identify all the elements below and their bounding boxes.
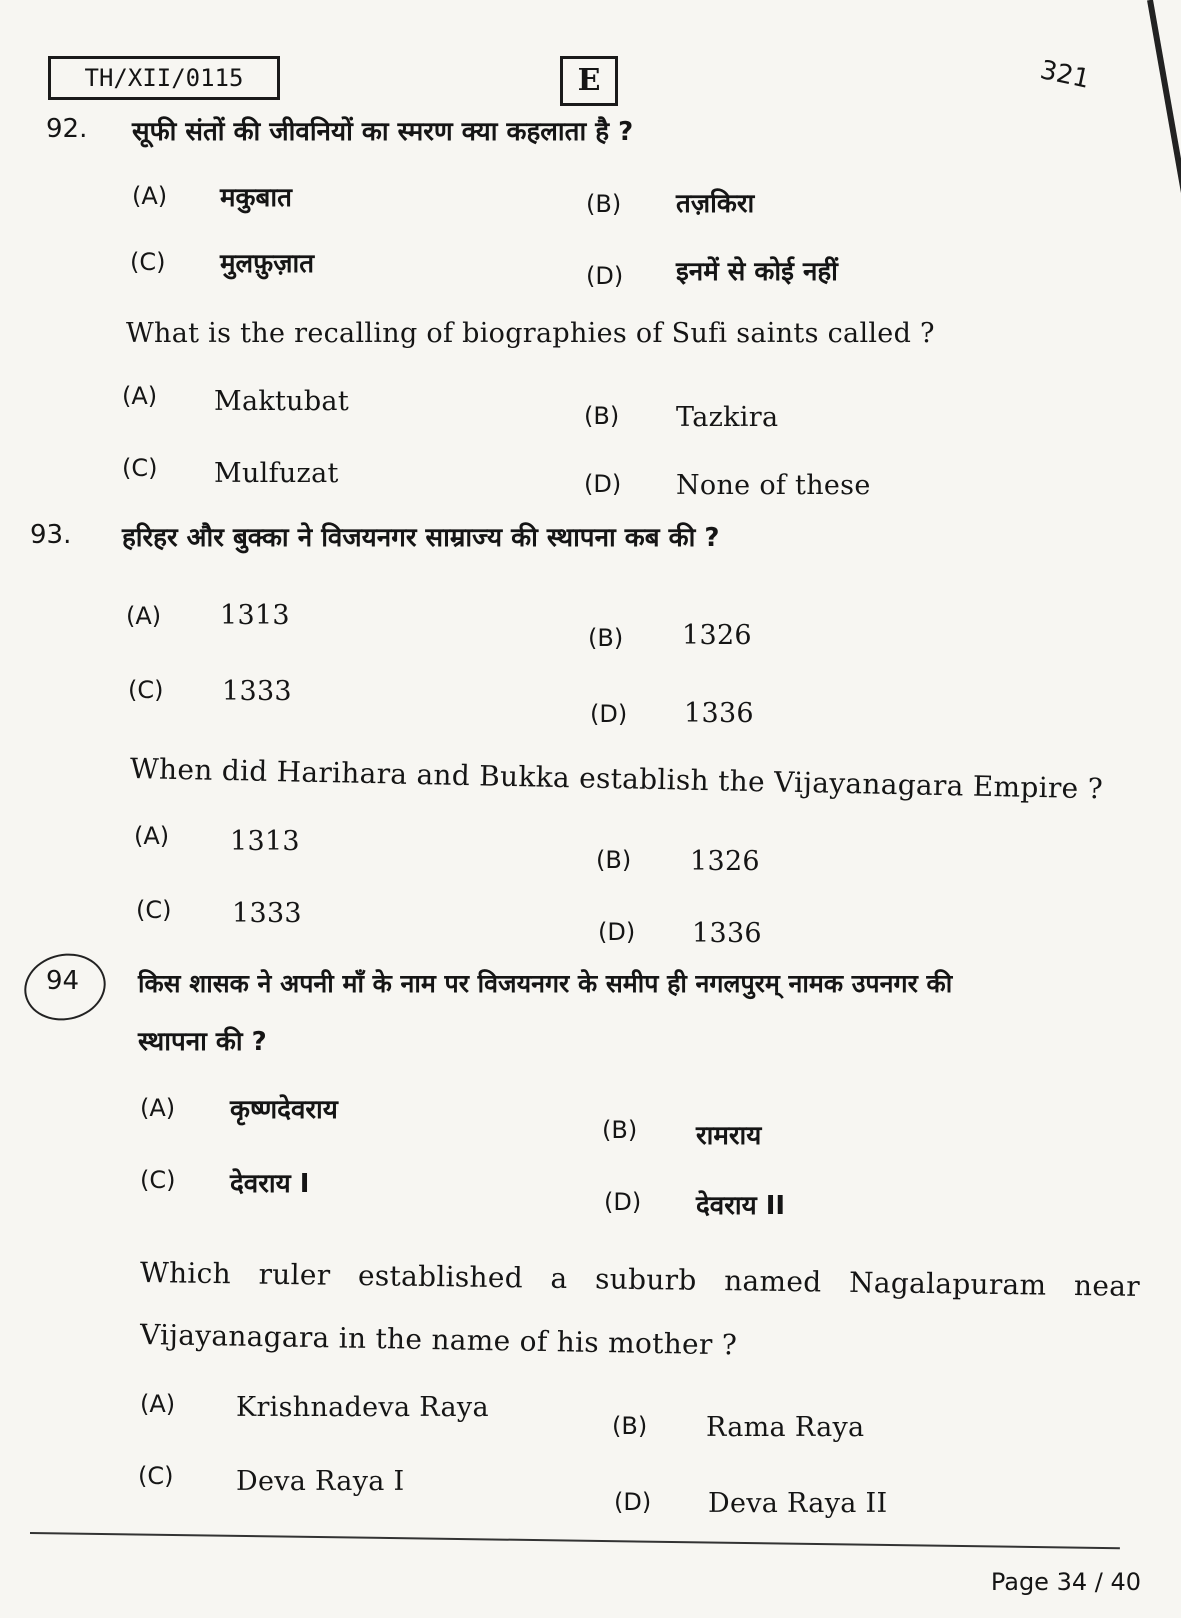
question-93-hindi: हरिहर और बुक्का ने विजयनगर साम्राज्य की स्थापना कब की ? — [122, 523, 720, 553]
q93-hi-opt-b: 1326 — [682, 620, 752, 651]
q93-en-opt-a-letter: (A) — [134, 822, 170, 850]
q93-en-opt-b-letter: (B) — [596, 846, 632, 874]
q92-hi-opt-d-letter: (D) — [586, 262, 624, 290]
q92-hi-opt-d: इनमें से कोई नहीं — [676, 257, 838, 287]
q94-en-opt-d: Deva Raya II — [708, 1488, 888, 1519]
q93-hi-opt-d-letter: (D) — [590, 700, 628, 728]
q93-hi-opt-a: 1313 — [220, 600, 290, 631]
page-edge-mark — [1147, 0, 1181, 207]
set-code: E — [560, 56, 618, 106]
q94-en-opt-b: Rama Raya — [706, 1412, 865, 1443]
question-94-hindi-line1: किस शासक ने अपनी माँ के नाम पर विजयनगर के समीप ही नगलपुरम् नामक उपनगर की — [138, 969, 953, 998]
q93-en-opt-c-letter: (C) — [136, 896, 172, 924]
q92-en-opt-a: Maktubat — [214, 386, 349, 417]
question-94-number: 94 — [46, 966, 80, 996]
q92-en-opt-d: None of these — [676, 470, 871, 501]
q93-en-opt-b: 1326 — [690, 846, 760, 877]
q94-hi-opt-d: देवराय II — [696, 1191, 786, 1221]
paper-code: TH/XII/0115 — [48, 56, 280, 100]
q94-en-opt-c-letter: (C) — [138, 1462, 174, 1490]
question-93-number: 93. — [30, 520, 72, 550]
q94-en-opt-c: Deva Raya I — [236, 1466, 405, 1497]
q94-en-opt-a-letter: (A) — [140, 1390, 176, 1418]
q92-hi-opt-b: तज़किरा — [676, 189, 755, 219]
q94-hi-opt-b: रामराय — [696, 1121, 762, 1151]
q92-en-opt-d-letter: (D) — [584, 470, 622, 498]
q93-hi-opt-a-letter: (A) — [126, 602, 162, 630]
q93-hi-opt-d: 1336 — [684, 698, 754, 729]
q92-hi-opt-c: मुलफ़ुज़ात — [220, 249, 315, 279]
q92-en-opt-c-letter: (C) — [122, 454, 158, 482]
q94-hi-opt-b-letter: (B) — [602, 1116, 638, 1144]
q94-hi-opt-d-letter: (D) — [604, 1188, 642, 1216]
q92-en-opt-c: Mulfuzat — [214, 458, 339, 489]
q93-hi-opt-c: 1333 — [222, 676, 292, 707]
q92-hi-opt-c-letter: (C) — [130, 248, 166, 276]
q92-en-opt-b-letter: (B) — [584, 402, 620, 430]
q92-en-opt-a-letter: (A) — [122, 382, 158, 410]
question-92-english: What is the recalling of biographies of Sufi saints called ? — [126, 318, 935, 349]
q92-hi-opt-a: मकुबात — [220, 183, 292, 213]
q93-en-opt-a: 1313 — [230, 826, 300, 857]
q93-en-opt-c: 1333 — [232, 898, 302, 929]
footer-rule — [30, 1532, 1120, 1549]
q94-en-opt-d-letter: (D) — [614, 1488, 652, 1516]
q93-hi-opt-b-letter: (B) — [588, 624, 624, 652]
q92-hi-opt-a-letter: (A) — [132, 182, 168, 210]
q92-en-opt-b: Tazkira — [676, 402, 779, 433]
question-93-english: When did Harihara and Bukka establish the Vijayanagara Empire ? — [129, 752, 1104, 806]
q94-hi-opt-a-letter: (A) — [140, 1094, 176, 1122]
page-number: Page 34 / 40 — [990, 1568, 1141, 1596]
question-94-english-line1: Which ruler established a suburb named Nagalapuram near — [139, 1256, 1141, 1303]
question-92-number: 92. — [46, 114, 88, 144]
q94-en-opt-b-letter: (B) — [612, 1412, 648, 1440]
q94-hi-opt-a: कृष्णदेवराय — [230, 1095, 338, 1125]
question-92-hindi: सूफी संतों की जीवनियों का स्मरण क्या कहलाता है ? — [132, 117, 634, 147]
handwritten-mark: 321 — [1037, 55, 1093, 95]
q94-en-opt-a: Krishnadeva Raya — [236, 1392, 489, 1423]
q94-hi-opt-c-letter: (C) — [140, 1166, 176, 1194]
q94-hi-opt-c: देवराय I — [230, 1169, 310, 1199]
q93-hi-opt-c-letter: (C) — [128, 676, 164, 704]
question-94-english-line2: Vijayanagara in the name of his mother ? — [139, 1318, 738, 1362]
q93-en-opt-d-letter: (D) — [598, 918, 636, 946]
question-94-hindi-line2: स्थापना की ? — [138, 1027, 267, 1057]
q92-hi-opt-b-letter: (B) — [586, 190, 622, 218]
q93-en-opt-d: 1336 — [692, 918, 762, 949]
